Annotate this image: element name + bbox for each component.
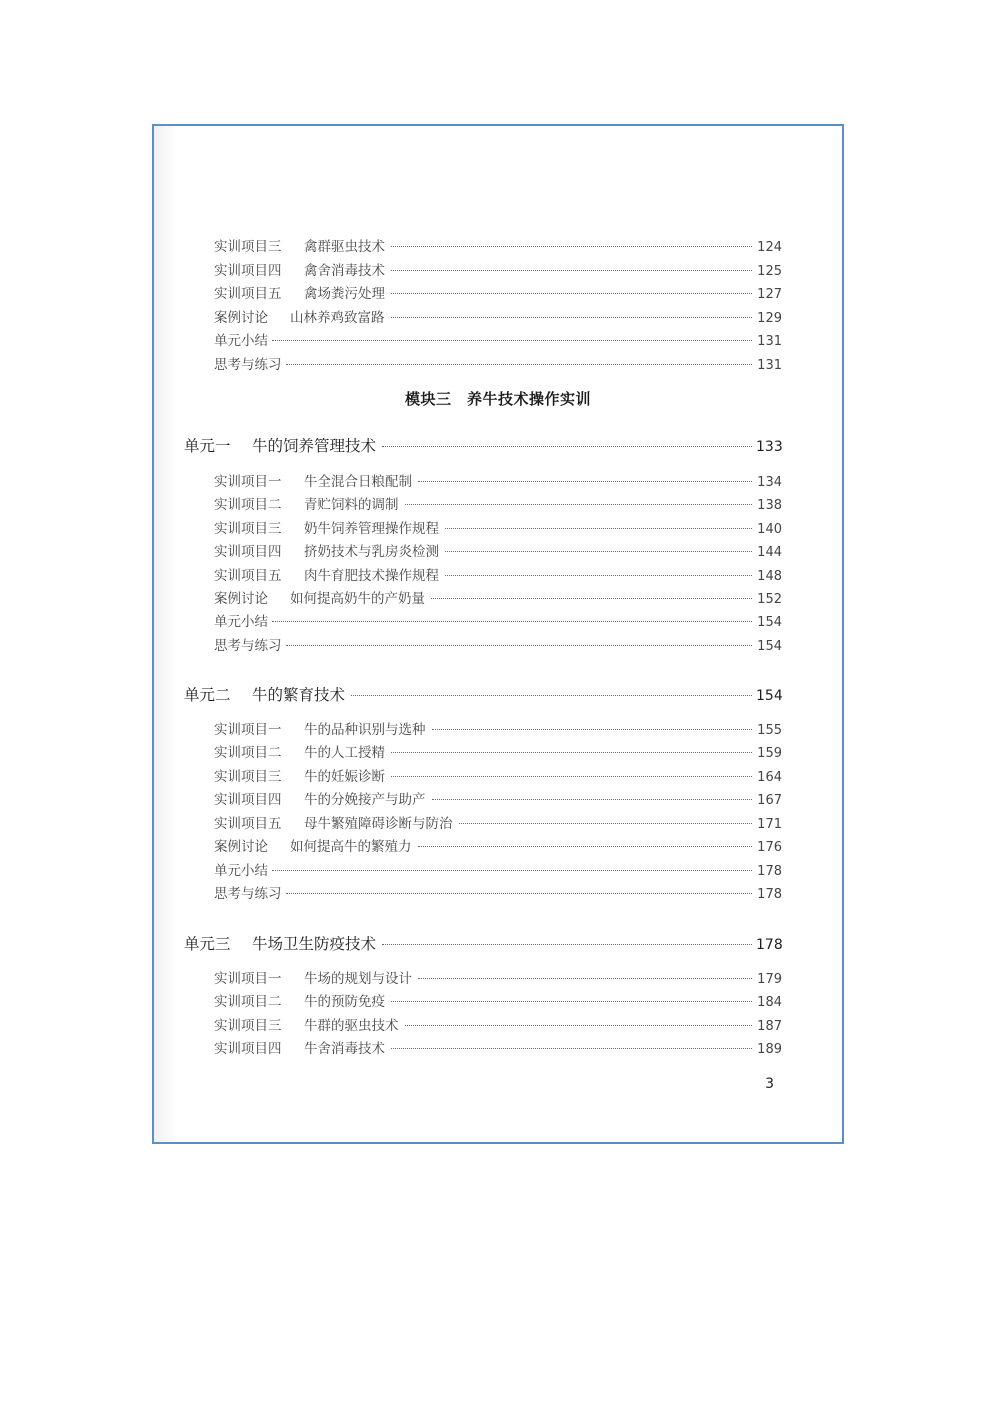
toc-entry-code: 思考与练习 [214,886,282,902]
toc-entry-code: 实训项目四 [214,1041,282,1057]
toc-entry-code: 单元小结 [214,863,268,879]
toc-entry-code: 单元小结 [214,333,268,349]
toc-leader-dots [391,1001,752,1002]
toc-leader-dots [431,598,752,599]
toc-entry-title: 牛群的驱虫技术 [304,1018,399,1034]
toc-entry-title: 牛的品种识别与选种 [304,722,426,738]
toc-entry-page: 171 [757,817,782,832]
toc-entry[interactable] [214,718,782,738]
toc-leader-dots [286,364,753,365]
toc-entry-page: 167 [757,793,782,808]
toc-leader-dots [418,978,752,979]
toc-entry-page: 178 [757,887,782,902]
toc-entry-page: 154 [757,615,782,630]
toc-unit-code: 单元一 [184,437,231,455]
toc-entry-page: 127 [757,287,782,302]
toc-entry[interactable] [214,835,782,855]
toc-entry-page: 125 [757,264,782,279]
toc-entry-code: 实训项目一 [214,971,282,987]
toc-entry-title: 禽舍消毒技术 [304,263,385,279]
toc-entry[interactable] [214,882,782,902]
toc-entry-code: 实训项目四 [214,263,282,279]
toc-entry[interactable] [214,564,782,584]
toc-entry[interactable] [214,493,782,513]
toc-leader-dots [272,340,752,341]
toc-unit-page: 133 [756,439,783,455]
toc-entry-page: 124 [757,240,782,255]
toc-entry[interactable] [214,540,782,560]
toc-entry[interactable] [214,353,782,373]
toc-entry-title: 牛的人工授精 [304,745,385,761]
toc-unit-title: 牛的繁育技术 [252,686,346,704]
toc-entry-title: 牛全混合日粮配制 [304,474,412,490]
toc-entry-page: 178 [757,864,782,879]
toc-leader-dots [272,621,752,622]
toc-entry-page: 184 [757,995,782,1010]
toc-entry-title: 奶牛饲养管理操作规程 [304,521,439,537]
toc-entry-code: 案例讨论 [214,310,268,326]
toc-entry[interactable] [214,812,782,832]
toc-entry-page: 129 [757,311,782,326]
toc-unit-heading[interactable] [184,683,782,705]
toc-unit-heading[interactable] [184,932,782,954]
toc-entry-title: 牛的分娩接产与助产 [304,792,426,808]
toc-entry-code: 思考与练习 [214,638,282,654]
toc-entry-page: 155 [757,723,782,738]
toc-entry-page: 189 [757,1042,782,1057]
toc-entry-code: 案例讨论 [214,591,268,607]
toc-leader-dots [432,799,753,800]
toc-entry-code: 实训项目一 [214,722,282,738]
toc-unit-title: 牛场卫生防疫技术 [252,935,377,953]
toc-entry-code: 实训项目五 [214,286,282,302]
toc-entry[interactable] [214,634,782,654]
toc-entry-page: 187 [757,1019,782,1034]
toc-entry[interactable] [214,329,782,349]
toc-entry-code: 实训项目三 [214,769,282,785]
toc-entry-title: 青贮饲料的调制 [304,497,399,513]
toc-entry-title: 牛场的规划与设计 [304,971,412,987]
toc-leader-dots [391,752,752,753]
toc-leader-dots [418,481,752,482]
toc-leader-dots [391,270,752,271]
toc-entry[interactable] [214,1037,782,1057]
toc-entry-code: 单元小结 [214,614,268,630]
toc-leader-dots [391,246,752,247]
toc-entry-page: 144 [757,545,782,560]
toc-entry-code: 思考与练习 [214,357,282,373]
toc-entry-code: 案例讨论 [214,839,268,855]
toc-entry-page: 164 [757,770,782,785]
toc-entry[interactable] [214,282,782,302]
toc-entry[interactable] [214,470,782,490]
toc-entry-page: 152 [757,592,782,607]
toc-entry-title: 牛舍消毒技术 [304,1041,385,1057]
toc-entry-code: 实训项目二 [214,994,282,1010]
toc-leader-dots [286,645,753,646]
toc-leader-dots [418,846,753,847]
toc-leader-dots [445,551,752,552]
toc-entry-title: 禽群驱虫技术 [304,239,385,255]
toc-leader-dots [382,944,752,945]
toc-entry[interactable] [214,788,782,808]
toc-entry-page: 148 [757,569,782,584]
toc-leader-dots [459,823,753,824]
toc-entry[interactable] [214,741,782,761]
toc-entry[interactable] [214,517,782,537]
toc-leader-dots [391,293,752,294]
toc-entry-page: 154 [757,639,782,654]
toc-unit-heading[interactable] [184,434,782,456]
toc-entry[interactable] [214,967,782,987]
toc-entry[interactable] [214,765,782,785]
toc-entry-page: 138 [757,498,782,513]
toc-entry-page: 179 [757,972,782,987]
toc-leader-dots [286,893,753,894]
toc-entry-code: 实训项目三 [214,239,282,255]
toc-entry-title: 如何提高牛的繁殖力 [290,839,412,855]
toc-unit-page: 154 [756,688,783,704]
toc-entry-title: 禽场粪污处理 [304,286,385,302]
toc-entry[interactable] [214,1014,782,1034]
module-heading: 模块三 养牛技术操作实训 [404,390,591,408]
toc-entry[interactable] [214,235,782,255]
toc-entry-title: 如何提高奶牛的产奶量 [290,591,425,607]
toc-entry-code: 实训项目二 [214,745,282,761]
toc-entry[interactable] [214,587,782,607]
toc-entry-code: 实训项目二 [214,497,282,513]
toc-leader-dots [391,1048,752,1049]
table-of-contents [154,126,842,1142]
page-number: 3 [765,1076,774,1092]
toc-entry-page: 159 [757,746,782,761]
toc-entry-title: 山林养鸡致富路 [290,310,385,326]
toc-unit-page: 178 [756,937,783,953]
toc-entry-page: 131 [757,358,782,373]
toc-entry-page: 176 [757,840,782,855]
toc-unit-code: 单元二 [184,686,231,704]
toc-entry-page: 134 [757,475,782,490]
toc-entry-page: 140 [757,522,782,537]
toc-entry[interactable] [214,306,782,326]
toc-leader-dots [432,729,753,730]
toc-entry[interactable] [214,259,782,279]
toc-entry-title: 牛的预防免疫 [304,994,385,1010]
toc-leader-dots [391,776,752,777]
toc-entry-code: 实训项目四 [214,792,282,808]
toc-entry-code: 实训项目五 [214,816,282,832]
toc-leader-dots [351,695,752,696]
toc-leader-dots [445,528,752,529]
toc-entry[interactable] [214,610,782,630]
toc-leader-dots [445,575,752,576]
toc-entry-title: 挤奶技术与乳房炎检测 [304,544,439,560]
toc-entry-code: 实训项目五 [214,568,282,584]
toc-leader-dots [391,317,753,318]
toc-entry-code: 实训项目四 [214,544,282,560]
toc-entry-code: 实训项目三 [214,1018,282,1034]
toc-entry-title: 肉牛育肥技术操作规程 [304,568,439,584]
toc-leader-dots [405,504,753,505]
toc-entry-code: 实训项目一 [214,474,282,490]
toc-unit-code: 单元三 [184,935,231,953]
toc-entry-title: 牛的妊娠诊断 [304,769,385,785]
toc-entry[interactable] [214,859,782,879]
page-frame [152,124,844,1144]
toc-entry-page: 131 [757,334,782,349]
toc-entry-title: 母牛繁殖障碍诊断与防治 [304,816,453,832]
toc-leader-dots [272,870,752,871]
toc-entry-code: 实训项目三 [214,521,282,537]
toc-entry[interactable] [214,990,782,1010]
toc-unit-title: 牛的饲养管理技术 [252,437,377,455]
toc-leader-dots [405,1025,753,1026]
toc-leader-dots [382,446,752,447]
